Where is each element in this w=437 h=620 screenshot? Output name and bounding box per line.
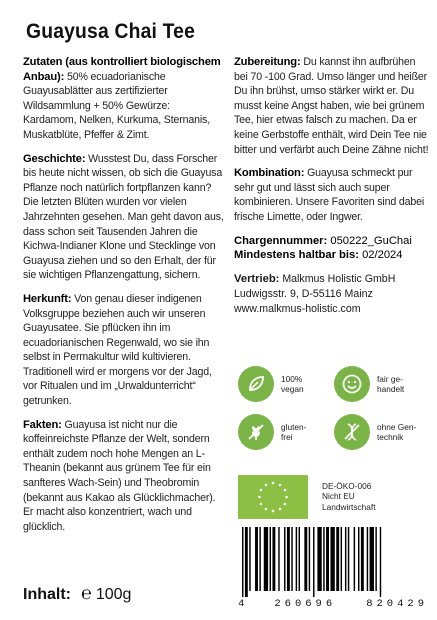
herkunft-text: Von genau dieser indigenen Volksgruppe beziehen auch wir unseren Guayusatee. Sie pflücken ihn im ecuadorianischen Regenwald, wo sie ihn selbst in Permakultur wild kultivieren. Traditionell wird er morgens vor der Jagd, vor Ritualen und im „Urwaldunterricht“ getrunken.: [23, 292, 212, 408]
fakten-section: [23, 418, 225, 535]
barcode-bar: [330, 527, 334, 591]
barcode: [238, 527, 428, 597]
eu-organic-text: [322, 481, 376, 512]
gluten-free-badge: [238, 414, 306, 450]
smiley-icon: [334, 366, 370, 402]
geschichte-text: Wusstest Du, dass Forscher bis heute nicht wissen, ob sich die Guayusa Pflanze noch natürlich fortpflanzen kann? Die letzten Blüten wurden vor vielen Jahrzehnten gesehen. Man geht davon aus, dass schon seit Tausenden Jahren die Kichwa-Indianer Klone und Stecklinge von Guayusa ziehen und so den Erhalt, der für sie wichtigen Pflanzengattung, sichern.: [23, 152, 224, 282]
kombination-label: Kombination:: [234, 167, 305, 180]
barcode-bar: [259, 527, 260, 591]
barcode-bar: [272, 527, 275, 591]
barcode-bar: [270, 527, 271, 591]
barcode-bar: [264, 527, 268, 591]
barcode-bar: [348, 527, 349, 591]
barcode-bar: [370, 527, 374, 591]
herkunft-label: Herkunft:: [23, 292, 72, 305]
barcode-bar: [242, 527, 243, 597]
left-column: [23, 55, 225, 543]
barcode-bar: [317, 527, 321, 591]
barcode-bar: [249, 527, 250, 591]
net-content: [23, 583, 131, 604]
vertrieb-text: Malkmus Holistic GmbH Ludwigsstr. 9, D-55116 Mainz www.malkmus-holistic.com: [234, 273, 396, 315]
fair-trade-badge: [334, 366, 404, 402]
zutaten-label: Zutaten (aus kontrolliert biologischem Anbau):: [23, 56, 221, 83]
barcode-bar: [380, 527, 381, 597]
barcode-bar: [341, 527, 342, 591]
barcode-bar: [361, 527, 364, 591]
mhd-value: 02/2024: [362, 248, 403, 261]
barcode-bar: [354, 527, 355, 591]
barcode-bar: [287, 527, 290, 591]
vegan-badge: [238, 366, 304, 402]
barcode-bar: [358, 527, 359, 591]
barcode-bar: [323, 527, 324, 591]
vertrieb-label: Vertrieb:: [234, 273, 280, 286]
zutaten-text: 50% ecuadorianische Guayusablätter aus zertifizierter Wildsammlung + 50% Gewürze: Kardamom, Nelken, Kurkuma, Sternanis, Muskatblüte, Pfeffer & Zimt.: [23, 70, 210, 141]
kombination-text: Guayusa schmeckt pur sehr gut und lässt sich auch super kombinieren. Unsere Favoriten sind dabei frische Limette, oder Ingwer.: [234, 167, 425, 223]
fair-trade-label: fair ge- handelt: [377, 374, 405, 394]
zutaten-section: [23, 55, 225, 143]
barcode-bar: [296, 527, 297, 591]
barcode-bar: [345, 527, 346, 591]
kombination-section: [234, 166, 430, 224]
zubereitung-section: [234, 55, 430, 157]
barcode-bar: [367, 527, 368, 591]
dna-crossed-icon: [334, 414, 370, 450]
barcode-bar: [309, 527, 310, 591]
certification-badges: [238, 366, 428, 464]
zubereitung-text: Du kannst ihn aufbrühen bei 70 -100 Grad. Umso länger und heißer Du ihn brühst, umso stärker wirkt er. Du musst keine Angst haben, wie bei grünem Tee, hier etwas falsch zu machen. Da er keine Gerbstoffe enthält, wird Dein Tee nie bitter und verfärbt auch Deine Zähne nicht!: [234, 56, 429, 156]
barcode-bar: [299, 527, 300, 591]
barcode-digits-right: 820429: [366, 598, 428, 610]
barcode-bar: [278, 527, 279, 591]
barcode-bar: [336, 527, 339, 591]
gluten-free-label: gluten- frei: [281, 422, 307, 442]
origin-line1: Nicht EU: [322, 491, 355, 502]
leaf-icon: [238, 366, 274, 402]
inhalt-amount: 100g: [95, 586, 132, 603]
inhalt-label: Inhalt:: [23, 586, 71, 603]
barcode-bar: [245, 527, 248, 597]
fakten-label: Fakten:: [23, 418, 62, 431]
mhd-label: Mindestens haltbar bis:: [234, 248, 359, 261]
geschichte-section: [23, 152, 225, 283]
right-column: [234, 55, 430, 324]
herkunft-section: [23, 292, 225, 409]
vertrieb-section: [234, 272, 430, 316]
fakten-text: Guayusa ist nicht nur die koffeinreichste Pflanze der Welt, sondern enthält zudem noch hohe Mengen an L-Theanin (bekannt aus grünem Tee für ein sanfteres Wach-Sein) und Theobromin (bekannt aus Kakao als Glücklichmacher). Er macht also konzentriert, wach und glücklich.: [23, 418, 216, 533]
origin-line2: Landwirtschaft: [322, 501, 376, 512]
barcode-bar: [326, 527, 329, 591]
barcode-digits-left: 260696: [274, 598, 337, 610]
barcode-bar: [284, 527, 285, 591]
batch-info: [234, 234, 430, 263]
barcode-bar: [291, 527, 292, 591]
gmo-free-badge: [334, 414, 416, 450]
vegan-label: 100% vegan: [281, 374, 304, 394]
zubereitung-label: Zubereitung:: [234, 56, 301, 68]
barcode-number: [238, 598, 428, 610]
charge-value: 050222_GuChai: [330, 234, 412, 247]
barcode-bar: [304, 527, 307, 591]
barcode-bar: [313, 527, 314, 597]
estimated-sign: ℮: [81, 583, 92, 603]
gmo-free-label: ohne Gen- technik: [377, 422, 417, 442]
eu-organic-logo: [238, 475, 308, 519]
wheat-crossed-icon: [238, 414, 274, 450]
barcode-digit-prefix: 4: [238, 598, 245, 610]
eco-control-code: DE-ÖKO-006: [322, 481, 372, 491]
product-title: Guayusa Chai Tee: [26, 20, 196, 43]
geschichte-label: Geschichte:: [23, 152, 86, 165]
charge-label: Chargennummer:: [234, 234, 328, 247]
barcode-bar: [255, 527, 258, 591]
barcode-bar: [375, 527, 376, 591]
